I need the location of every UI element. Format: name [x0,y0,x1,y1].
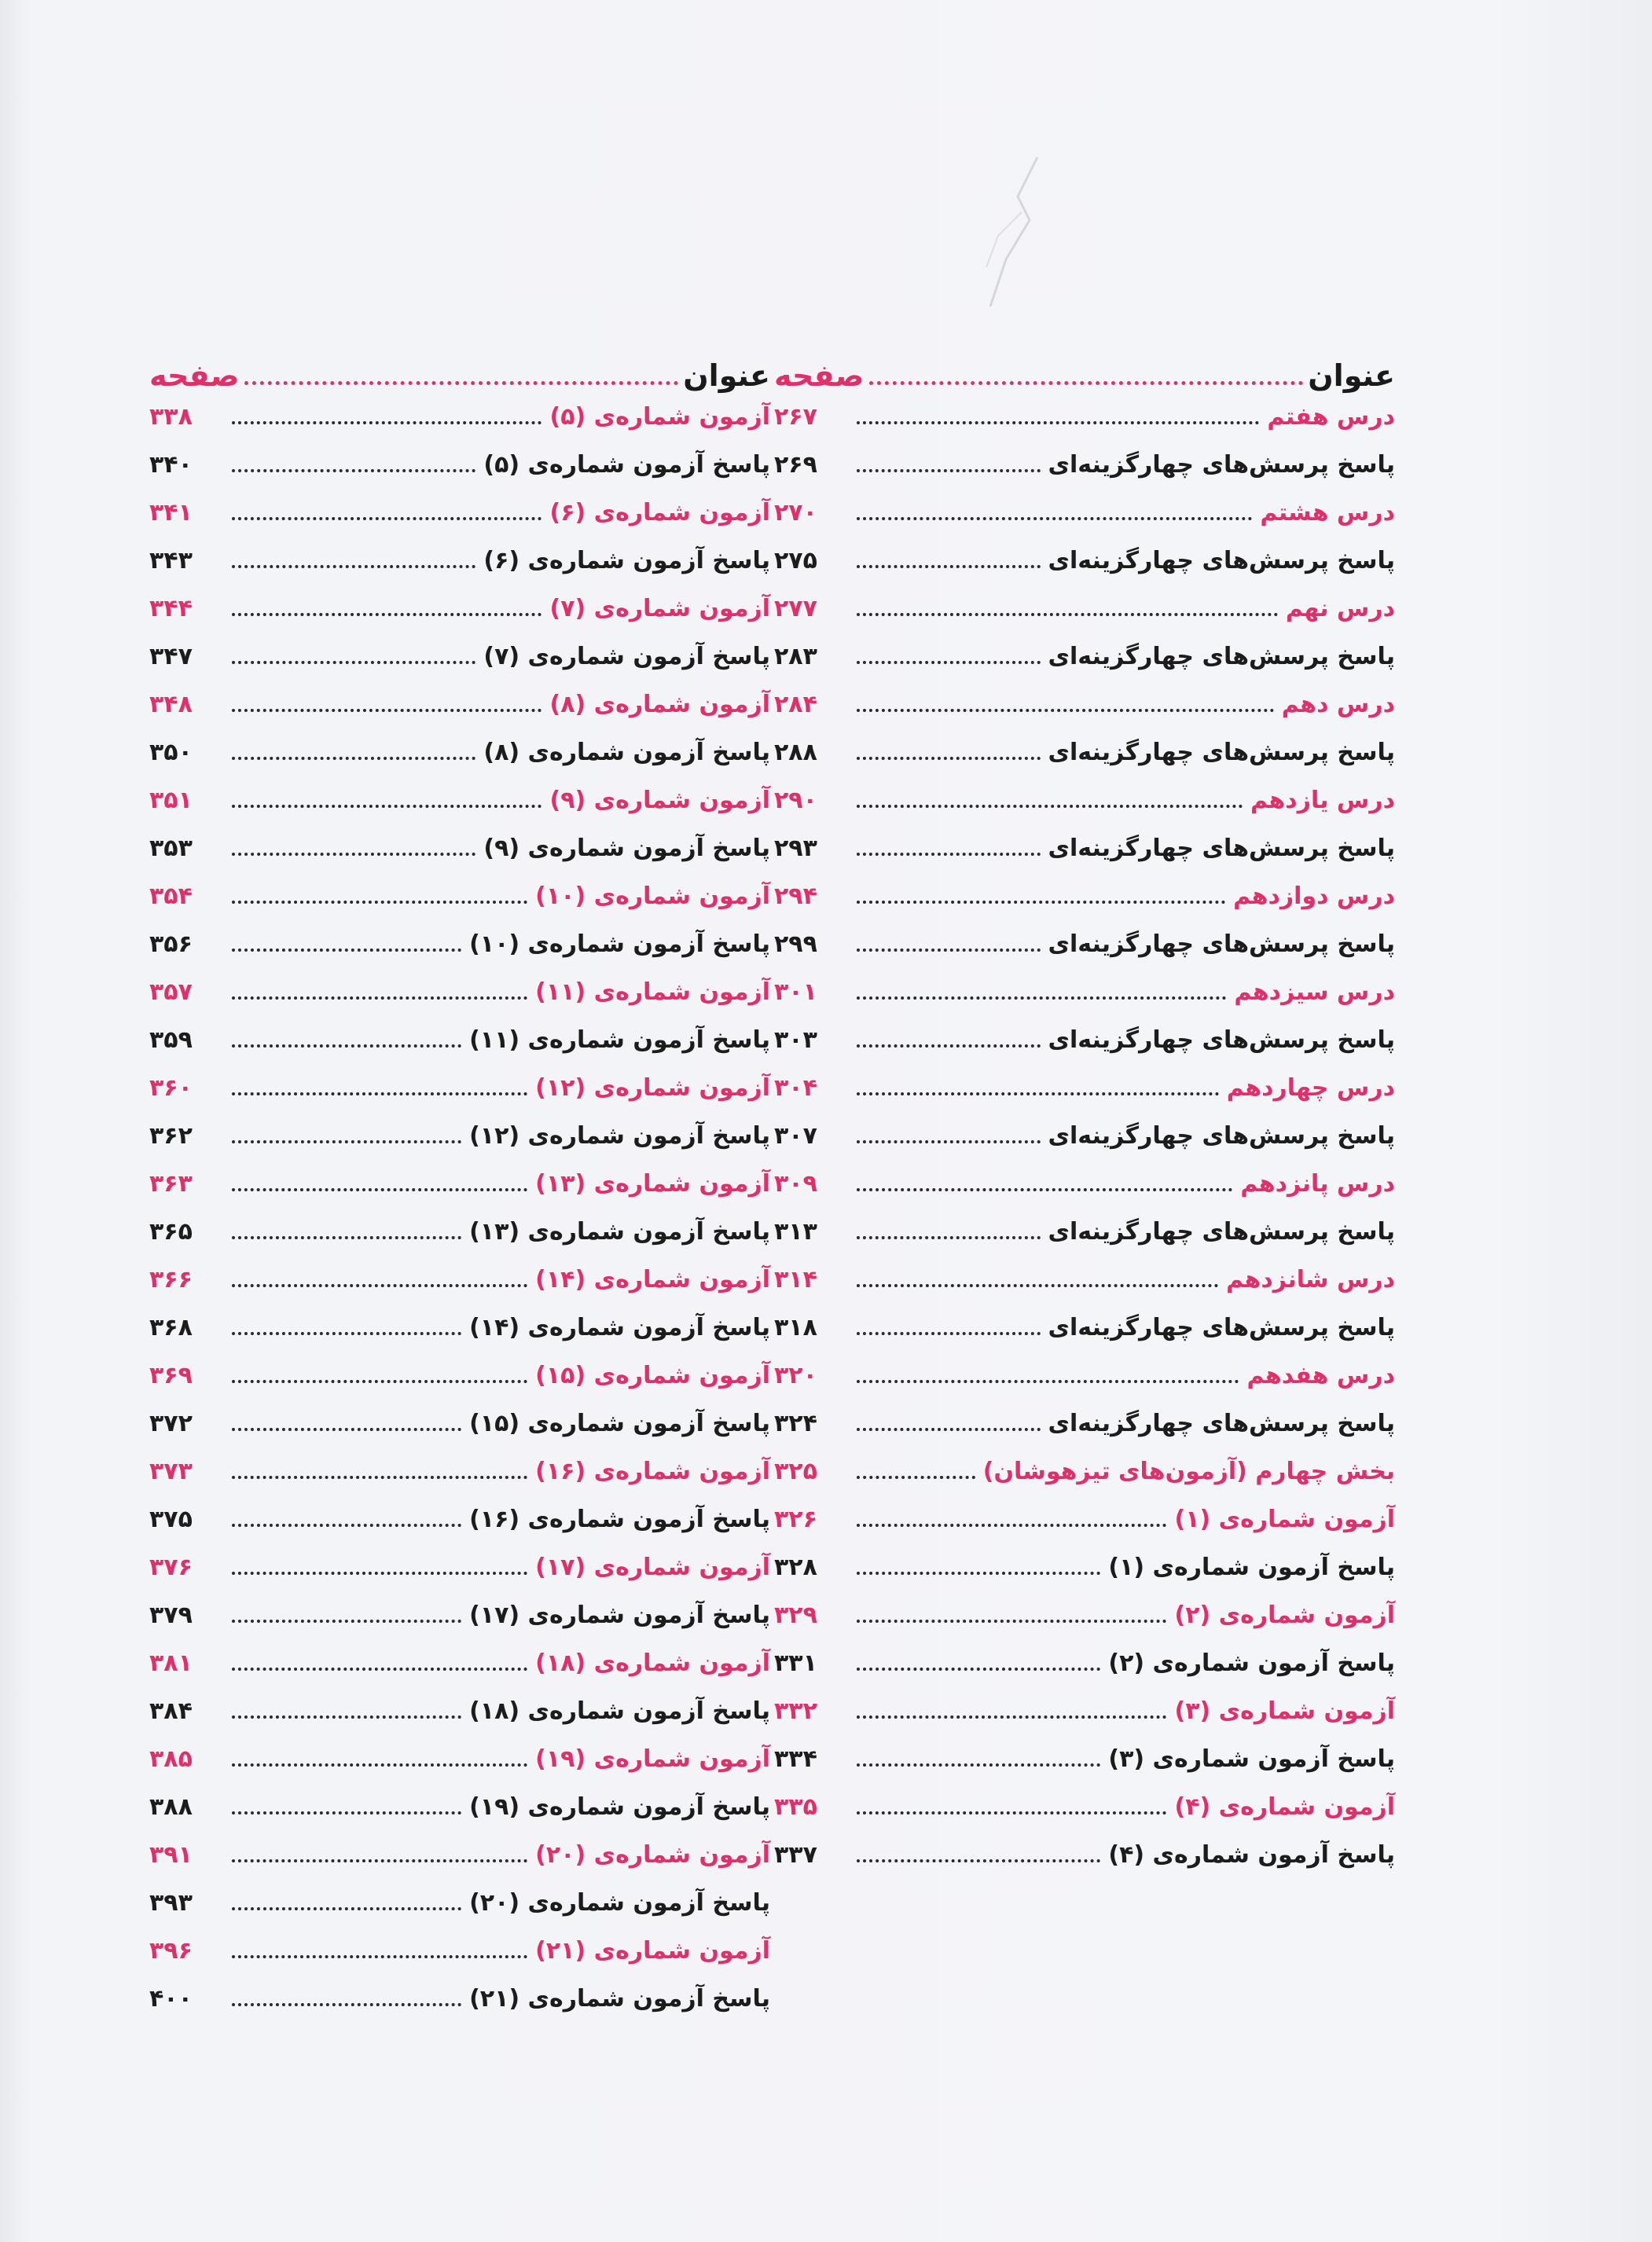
dot-leader [232,805,541,808]
toc-entry [774,872,1395,920]
dot-leader [857,1859,1100,1862]
toc-entry-page: ۳۲۰ [774,1362,817,1389]
dot-leader [232,757,475,760]
toc-entry-page: ۳۴۳ [149,547,193,574]
toc-entry-page: ۳۶۶ [149,1266,193,1293]
toc-entry-title: آزمون شماره‌ی (۱۵) [535,1362,770,1389]
toc-entry [774,633,1395,681]
dot-leader [232,1859,527,1862]
toc-entry [774,1495,1395,1543]
toc-entry-page: ۲۷۵ [774,547,817,574]
toc-entry-page: ۳۵۹ [149,1026,193,1054]
toc-entry [149,1831,770,1879]
dot-leader [857,805,1243,808]
toc-entry-page: ۳۷۵ [149,1506,193,1533]
toc-entry [774,728,1395,776]
dot-leader [857,565,1041,568]
toc-entry-title: پاسخ آزمون شماره‌ی (۱۰) [469,930,770,958]
header-title: عنوان [1308,358,1395,393]
toc-entry-page: ۳۰۴ [774,1074,817,1102]
dot-leader [232,421,541,424]
toc-entry-page: ۳۴۴ [149,595,193,622]
toc-entry [149,872,770,920]
toc-entry [774,1112,1395,1160]
toc-entry-title: پاسخ آزمون شماره‌ی (۱۵) [469,1410,770,1437]
toc-entry [774,824,1395,872]
dot-leader [232,949,461,952]
toc-entry-title: بخش چهارم (آزمون‌های تیزهوشان) [982,1458,1395,1485]
toc-entry [774,1783,1395,1831]
toc-entry [774,1400,1395,1448]
toc-entry-title: آزمون شماره‌ی (۱۶) [535,1458,770,1485]
toc-entry-page: ۳۶۸ [149,1314,193,1341]
toc-entry [774,489,1395,537]
dot-leader [857,1140,1041,1143]
toc-entry-title: پاسخ پرسش‌های چهارگزینه‌ای [1048,643,1395,670]
toc-entry-title: آزمون شماره‌ی (۲۰) [535,1841,770,1869]
toc-entry-page: ۳۶۵ [149,1218,193,1246]
toc-entry-title: آزمون شماره‌ی (۷) [549,595,770,622]
dot-leader [232,1620,461,1623]
dot-leader [232,1763,527,1767]
toc-entry [149,1975,770,2023]
toc-entry [149,824,770,872]
toc-entry-title: پاسخ پرسش‌های چهارگزینه‌ای [1048,739,1395,766]
toc-entry [149,728,770,776]
toc-entry-title: پاسخ آزمون شماره‌ی (۱۶) [469,1506,770,1533]
toc-entry [149,1639,770,1687]
dot-leader [857,1044,1041,1048]
toc-entry [149,681,770,728]
toc-entry [774,1352,1395,1400]
toc-entry [149,1783,770,1831]
toc-entry-title: آزمون شماره‌ی (۱۲) [535,1074,770,1102]
toc-entry-page: ۳۲۸ [774,1554,817,1581]
toc-entry [149,1448,770,1495]
toc-entry-page: ۳۲۴ [774,1410,817,1437]
dot-leader [232,1572,527,1575]
toc-entry-title: آزمون شماره‌ی (۶) [549,499,770,527]
toc-entry [149,920,770,968]
dot-leader [857,1668,1100,1671]
toc-entry [774,1831,1395,1879]
toc-entry-title: آزمون شماره‌ی (۱۱) [535,978,770,1006]
dot-leader [857,1380,1239,1383]
toc-entry-title: پاسخ آزمون شماره‌ی (۱۸) [469,1697,770,1725]
toc-entry-title: درس هشتم [1260,499,1395,527]
toc-entry [774,920,1395,968]
pencil-smudge [943,149,1061,330]
dot-leader [232,1428,461,1431]
toc-entry-page: ۳۵۰ [149,739,193,766]
toc-entry-page: ۳۵۷ [149,978,193,1006]
dot-leader [857,1236,1041,1239]
dot-leader [232,1092,527,1095]
dot-leader [232,1284,527,1287]
toc-entry [774,1735,1395,1783]
toc-entry [149,633,770,681]
toc-entry-page: ۳۳۵ [774,1793,817,1821]
dot-leader [857,517,1252,520]
toc-entry [774,1016,1395,1064]
toc-entry-title: پاسخ آزمون شماره‌ی (۵) [483,451,770,479]
toc-entry [149,393,770,441]
toc-entry-page: ۳۰۳ [774,1026,817,1054]
toc-entry [149,1064,770,1112]
toc-entry-page: ۳۴۱ [149,499,193,527]
toc-entry-title: درس هفدهم [1246,1362,1395,1389]
toc-entry-page: ۲۹۳ [774,835,817,862]
dot-leader [857,757,1041,760]
toc-entry-title: پاسخ پرسش‌های چهارگزینه‌ای [1048,451,1395,479]
toc-entry-title: پاسخ پرسش‌های چهارگزینه‌ای [1048,930,1395,958]
dot-leader [857,661,1041,664]
dot-leader [232,661,475,664]
toc-entry [774,1543,1395,1591]
toc-entry-title: درس سیزدهم [1234,978,1395,1006]
toc-entry [149,1495,770,1543]
header-dot-leader [869,381,1304,385]
dot-leader [857,1188,1232,1191]
toc-entry-page: ۳۶۲ [149,1122,193,1150]
dot-leader [232,2003,461,2006]
toc-entry-page: ۳۵۴ [149,882,193,910]
toc-entry [774,1208,1395,1256]
dot-leader [857,1524,1166,1527]
dot-leader [232,469,475,472]
toc-entry-page: ۲۶۹ [774,451,817,479]
toc-entry-title: پاسخ آزمون شماره‌ی (۲) [1108,1649,1395,1677]
toc-entry-page: ۳۲۶ [774,1506,817,1533]
toc-entry [774,441,1395,489]
toc-entry-page: ۳۵۳ [149,835,193,862]
toc-entry-page: ۳۷۶ [149,1554,193,1581]
toc-entry-title: پاسخ آزمون شماره‌ی (۴) [1108,1841,1395,1869]
dot-leader [232,1236,461,1239]
toc-entry [149,489,770,537]
dot-leader [232,996,527,1000]
dot-leader [857,1332,1041,1335]
dot-leader [857,1284,1218,1287]
toc-entry-page: ۲۷۷ [774,595,817,622]
toc-entry-page: ۳۸۴ [149,1697,193,1725]
toc-entry-title: پاسخ آزمون شماره‌ی (۷) [483,643,770,670]
dot-leader [232,1668,527,1671]
toc-entry-page: ۳۲۹ [774,1602,817,1629]
toc-entry [149,1687,770,1735]
dot-leader [857,1620,1166,1623]
toc-entry-page: ۳۳۴ [774,1745,817,1773]
toc-entry-title: پاسخ آزمون شماره‌ی (۱۲) [469,1122,770,1150]
toc-entry [149,1256,770,1304]
header-title: عنوان [683,358,770,393]
toc-entry-page: ۲۸۳ [774,643,817,670]
toc-entry-title: پاسخ آزمون شماره‌ی (۱۴) [469,1314,770,1341]
toc-entry-page: ۳۰۱ [774,978,817,1006]
toc-entry-page: ۳۳۱ [774,1649,817,1677]
toc-entry-title: درس دهم [1281,691,1395,718]
toc-entry-page: ۲۸۸ [774,739,817,766]
toc-entry-page: ۳۲۵ [774,1458,817,1485]
toc-entry-page: ۲۶۷ [774,403,817,431]
toc-entry-page: ۳۳۸ [149,403,193,431]
toc-column-left [149,338,770,2023]
toc-entry-page: ۳۶۹ [149,1362,193,1389]
toc-entry-title: آزمون شماره‌ی (۴) [1174,1793,1395,1821]
dot-leader [857,421,1259,424]
toc-entry-title: پاسخ آزمون شماره‌ی (۱۹) [469,1793,770,1821]
toc-entry-page: ۳۱۸ [774,1314,817,1341]
dot-leader [232,1715,461,1719]
toc-entry-title: آزمون شماره‌ی (۱۹) [535,1745,770,1773]
toc-entry [774,537,1395,585]
toc-entry [774,1160,1395,1208]
dot-leader [232,1524,461,1527]
dot-leader [232,1907,461,1910]
dot-leader [857,469,1041,472]
toc-entry [774,1304,1395,1352]
toc-entry-page: ۳۶۰ [149,1074,193,1102]
dot-leader [857,901,1225,904]
toc-entry-title: پاسخ آزمون شماره‌ی (۶) [483,547,770,574]
dot-leader [857,1715,1166,1719]
toc-entry-title: درس شانزدهم [1226,1266,1395,1293]
toc-entry-title: آزمون شماره‌ی (۱) [1174,1506,1395,1533]
toc-entry [774,1064,1395,1112]
dot-leader [232,1380,527,1383]
toc-entry-title: درس پانزدهم [1240,1170,1395,1198]
dot-leader [857,1763,1100,1767]
toc-entry [149,537,770,585]
toc-entry-page: ۲۹۰ [774,787,817,814]
toc-entry-page: ۲۹۴ [774,882,817,910]
toc-entry-page: ۳۰۹ [774,1170,817,1198]
toc-entry-title: آزمون شماره‌ی (۱۳) [535,1170,770,1198]
toc-entry-page: ۳۹۱ [149,1841,193,1869]
toc-entry-title: پاسخ آزمون شماره‌ی (۲۰) [469,1889,770,1917]
dot-leader [857,1428,1041,1431]
toc-header-right [774,338,1395,393]
toc-entry-title: درس هفتم [1267,403,1395,431]
dot-leader [232,517,541,520]
toc-entry-page: ۴۰۰ [149,1985,193,2013]
toc-entry-page: ۳۷۳ [149,1458,193,1485]
toc-entry-title: پاسخ آزمون شماره‌ی (۱۷) [469,1602,770,1629]
dot-leader [857,1572,1100,1575]
toc-entry [149,968,770,1016]
toc-entry-title: آزمون شماره‌ی (۲) [1174,1602,1395,1629]
toc-entry-page: ۳۴۷ [149,643,193,670]
toc-entry-page: ۳۴۰ [149,451,193,479]
toc-entry [774,1639,1395,1687]
toc-entry-title: آزمون شماره‌ی (۲۱) [535,1937,770,1965]
header-page-label: صفحه [149,358,240,393]
toc-entry-page: ۳۸۱ [149,1649,193,1677]
toc-entry-title: پاسخ پرسش‌های چهارگزینه‌ای [1048,1122,1395,1150]
toc-entry-title: پاسخ آزمون شماره‌ی (۱۱) [469,1026,770,1054]
toc-entry-title: آزمون شماره‌ی (۳) [1174,1697,1395,1725]
dot-leader [232,901,527,904]
toc-entry-title: درس نهم [1285,595,1395,622]
toc-entry-title: پاسخ پرسش‌های چهارگزینه‌ای [1048,835,1395,862]
toc-entry [774,1256,1395,1304]
toc-entry-title: آزمون شماره‌ی (۸) [549,691,770,718]
dot-leader [232,613,541,616]
toc-entry [149,1160,770,1208]
toc-entry-page: ۳۹۶ [149,1937,193,1965]
toc-entry-page: ۳۶۳ [149,1170,193,1198]
toc-entry-page: ۳۱۳ [774,1218,817,1246]
toc-entry-title: پاسخ پرسش‌های چهارگزینه‌ای [1048,1410,1395,1437]
toc-entry-page: ۳۸۸ [149,1793,193,1821]
toc-entry [149,1400,770,1448]
dot-leader [857,949,1041,952]
dot-leader [232,1811,461,1815]
toc-entry-page: ۳۳۲ [774,1697,817,1725]
dot-leader [857,1092,1219,1095]
dot-leader [232,709,541,712]
toc-entry [774,1448,1395,1495]
toc-column-right [774,338,1395,1879]
toc-entry [149,1543,770,1591]
toc-entry-title: آزمون شماره‌ی (۱۷) [535,1554,770,1581]
toc-entry [149,441,770,489]
toc-entry [149,1352,770,1400]
dot-leader [232,853,475,856]
toc-entry-title: پاسخ آزمون شماره‌ی (۱۳) [469,1218,770,1246]
toc-entry-title: پاسخ آزمون شماره‌ی (۳) [1108,1745,1395,1773]
toc-entry-title: آزمون شماره‌ی (۵) [549,403,770,431]
toc-entry-title: پاسخ آزمون شماره‌ی (۲۱) [469,1985,770,2013]
toc-entry-title: پاسخ پرسش‌های چهارگزینه‌ای [1048,547,1395,574]
toc-entry-page: ۳۱۴ [774,1266,817,1293]
header-page-label: صفحه [774,358,865,393]
dot-leader [232,1332,461,1335]
toc-entry-title: آزمون شماره‌ی (۱۸) [535,1649,770,1677]
toc-entry [149,1735,770,1783]
toc-entry-page: ۳۳۷ [774,1841,817,1869]
toc-entry-page: ۲۷۰ [774,499,817,527]
toc-entry-title: پاسخ آزمون شماره‌ی (۱) [1108,1554,1395,1581]
toc-entry [149,776,770,824]
dot-leader [857,1476,975,1479]
toc-entry [774,585,1395,633]
toc-entry [774,1591,1395,1639]
toc-entry [149,1112,770,1160]
dot-leader [857,853,1041,856]
toc-entry-page: ۳۷۲ [149,1410,193,1437]
dot-leader [232,1044,461,1048]
toc-entry [774,1687,1395,1735]
dot-leader [857,1811,1166,1815]
header-dot-leader [244,381,679,385]
toc-entry-page: ۲۸۴ [774,691,817,718]
toc-entry-title: آزمون شماره‌ی (۹) [549,787,770,814]
toc-entry [149,1208,770,1256]
toc-entry-title: پاسخ پرسش‌های چهارگزینه‌ای [1048,1218,1395,1246]
dot-leader [857,996,1226,1000]
toc-entry-page: ۳۵۱ [149,787,193,814]
dot-leader [857,613,1278,616]
toc-entry-title: پاسخ آزمون شماره‌ی (۸) [483,739,770,766]
toc-header-left [149,338,770,393]
dot-leader [232,1140,461,1143]
toc-entry-page: ۳۵۶ [149,930,193,958]
toc-entry [149,1016,770,1064]
toc-entry-page: ۳۷۹ [149,1602,193,1629]
toc-entry-title: درس یازدهم [1250,787,1395,814]
toc-entry [774,776,1395,824]
toc-entry-title: پاسخ آزمون شماره‌ی (۹) [483,835,770,862]
toc-entry-title: پاسخ پرسش‌های چهارگزینه‌ای [1048,1026,1395,1054]
dot-leader [232,1476,527,1479]
toc-entry-page: ۳۰۷ [774,1122,817,1150]
toc-entry [149,1591,770,1639]
toc-entry [774,393,1395,441]
toc-entry-title: درس دوازدهم [1233,882,1395,910]
toc-list-left [149,393,770,2023]
toc-entry [774,681,1395,728]
dot-leader [232,1955,527,1958]
dot-leader [857,709,1274,712]
toc-entry [149,1927,770,1975]
toc-entry-title: آزمون شماره‌ی (۱۰) [535,882,770,910]
toc-entry-title: آزمون شماره‌ی (۱۴) [535,1266,770,1293]
toc-entry [149,1304,770,1352]
toc-entry [774,968,1395,1016]
toc-entry [149,1879,770,1927]
dot-leader [232,1188,527,1191]
toc-entry-page: ۲۹۹ [774,930,817,958]
toc-entry-page: ۳۴۸ [149,691,193,718]
toc-entry [149,585,770,633]
toc-entry-page: ۳۹۳ [149,1889,193,1917]
toc-list-right [774,393,1395,1879]
toc-entry-title: پاسخ پرسش‌های چهارگزینه‌ای [1048,1314,1395,1341]
dot-leader [232,565,475,568]
toc-entry-page: ۳۸۵ [149,1745,193,1773]
toc-entry-title: درس چهاردهم [1226,1074,1395,1102]
